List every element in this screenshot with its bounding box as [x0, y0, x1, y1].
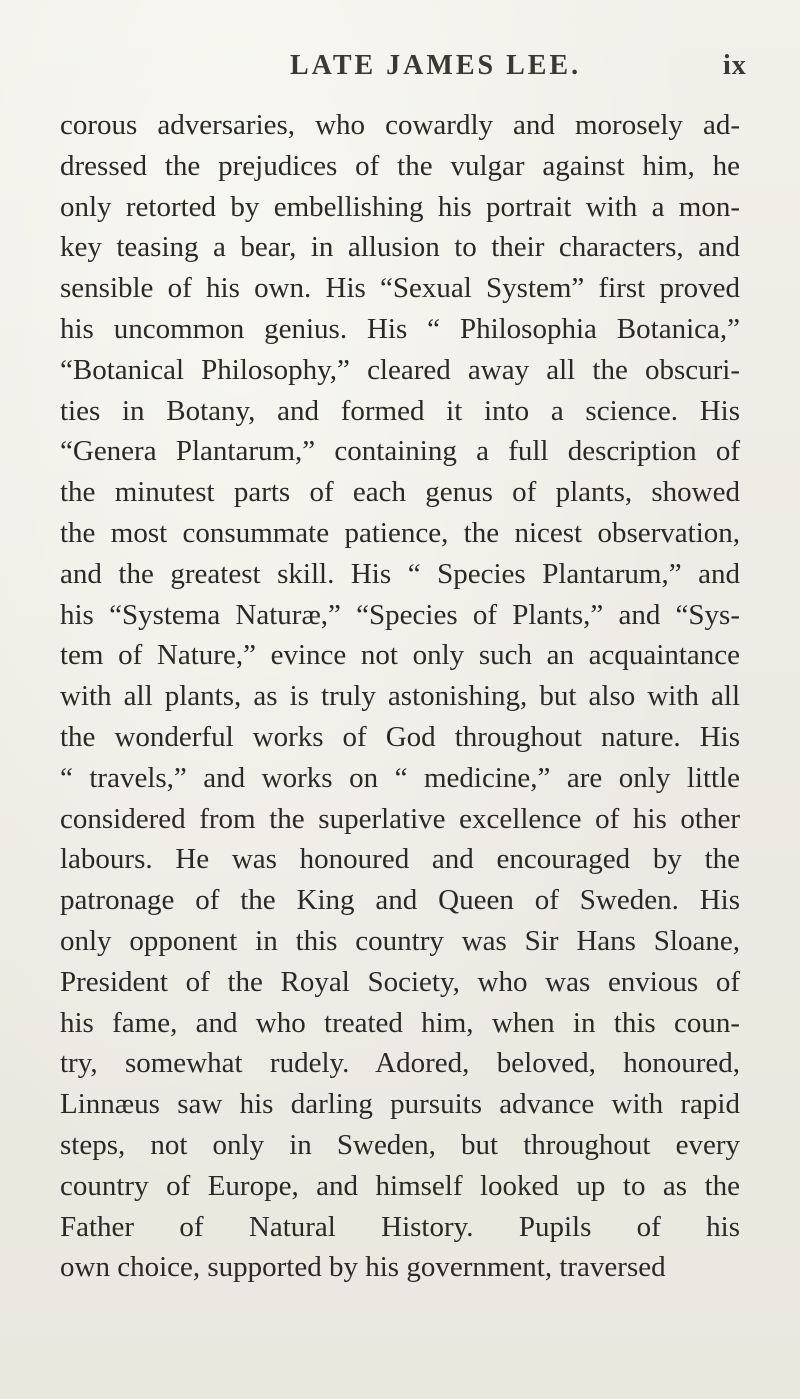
text-line: key teasing a bear, in allusion to their characters, and	[60, 231, 740, 264]
text-line: tem of Nature,” evince not only such an acquaintance	[60, 639, 740, 672]
page-header	[0, 50, 800, 90]
text-line: dressed the prejudices of the vulgar against him, he	[60, 149, 740, 182]
text-line: with all plants, as is truly astonishing, but also with all	[60, 680, 740, 713]
text-line: his “Systema Naturæ,” “Species of Plants,” and “Sys-	[60, 598, 740, 631]
text-line: his uncommon genius. His “ Philosophia Botanica,”	[60, 312, 740, 345]
body-text	[60, 105, 740, 1288]
text-line: “Genera Plantarum,” containing a full description of	[60, 435, 740, 468]
running-title: LATE JAMES LEE.	[290, 50, 582, 81]
text-line: the minutest parts of each genus of plants, showed	[60, 476, 740, 509]
text-line: corous adversaries, who cowardly and morosely ad-	[60, 109, 740, 141]
text-line: “Botanical Philosophy,” cleared away all the obscuri-	[60, 353, 740, 386]
text-line: patronage of the King and Queen of Sweden. His	[60, 884, 740, 917]
text-line: ties in Botany, and formed it into a science. His	[60, 394, 740, 427]
page-number: ix	[723, 50, 747, 81]
text-line: the wonderful works of God throughout nature. His	[60, 720, 740, 753]
text-line: considered from the superlative excellence of his other	[60, 802, 740, 835]
text-line: Father of Natural History. Pupils of his	[60, 1210, 740, 1243]
text-line: “ travels,” and works on “ medicine,” are only little	[60, 761, 740, 794]
text-line: his fame, and who treated him, when in this coun-	[60, 1006, 740, 1039]
text-line: President of the Royal Society, who was envious of	[60, 965, 740, 998]
text-line: only retorted by embellishing his portrait with a mon-	[60, 190, 740, 223]
text-line: Linnæus saw his darling pursuits advance with rapid	[60, 1088, 740, 1121]
text-line: steps, not only in Sweden, but throughout every	[60, 1128, 740, 1161]
text-line: and the greatest skill. His “ Species Plantarum,” and	[60, 557, 740, 590]
text-line: country of Europe, and himself looked up to as the	[60, 1169, 740, 1202]
text-line: labours. He was honoured and encouraged by the	[60, 843, 740, 876]
text-line: try, somewhat rudely. Adored, beloved, honoured,	[60, 1047, 740, 1080]
text-line: only opponent in this country was Sir Hans Sloane,	[60, 924, 740, 957]
text-line: own choice, supported by his government, traversed	[60, 1251, 666, 1284]
text-line: sensible of his own. His “Sexual System” first proved	[60, 272, 740, 305]
text-line: the most consummate patience, the nicest observation,	[60, 516, 740, 549]
